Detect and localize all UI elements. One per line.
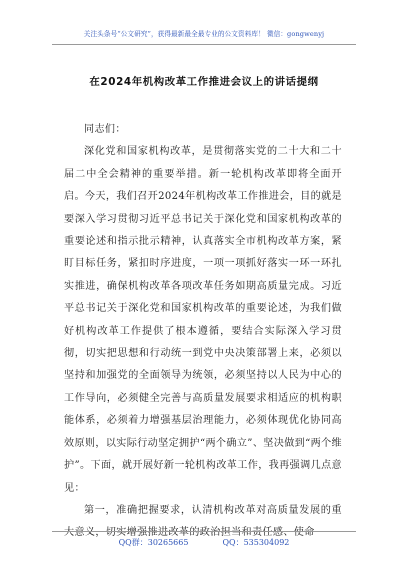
footer-contact [0,537,408,548]
salutation: 同志们： [84,124,126,135]
footer-divider [52,531,356,532]
document-body [64,119,342,545]
header-divider [52,44,356,45]
document-title: 在2024年机构改革工作推进会议上的讲话提纲 [89,76,319,88]
footer-qq-number: QQ：535304092 [222,538,290,547]
body-paragraph: 第一，准确把握要求，认清机构改革对高质量发展的重大意义，切实增强推进改革的政治担当和责任感、使命 [64,504,342,539]
header-notice: 关注头条号“公文研究”，获得最新最全最专业的公文资料库！ 微信：gongwenyj [83,30,325,38]
body-paragraph: 深化党和国家机构改革，是贯彻落实党的二十大和二十届二中全会精神的重要举措。新一轮机构改革即将全面开启。今天，我们召开2024年机构改革工作推进会，目的就是要深入学习贯彻习近平总书记关于深化党和国家机构改革的重要论述和指示批示精神，认真落实全市机构改革方案，紧盯目标任务，紧扣时序进度，一项一项抓好落实一环一环扎实推进，确保机构改革各项改革任务如期高质量完成。习近平总书记关于深化党和国家机构改革的重要论述，为我们做好机构改革工作提供了根本遵循，要结合实际深入学习贯彻，切实把思想和行动统一到党中央决策部署上来，必须以坚持和加强党的全面领导为统领，必须坚持以人民为中心的工作导向，必须健全完善与高质量发展要求相适应的机构职能体系，必须着力增强基层治理能力，必须体现优化协同高效原则，以实际行动坚定拥护“两个确立”、坚决做到“两个维护”。下面，就开展好新一轮机构改革工作，我再强调几点意见： [64,146,342,494]
footer-qq-group: QQ群：30265665 [118,538,189,547]
